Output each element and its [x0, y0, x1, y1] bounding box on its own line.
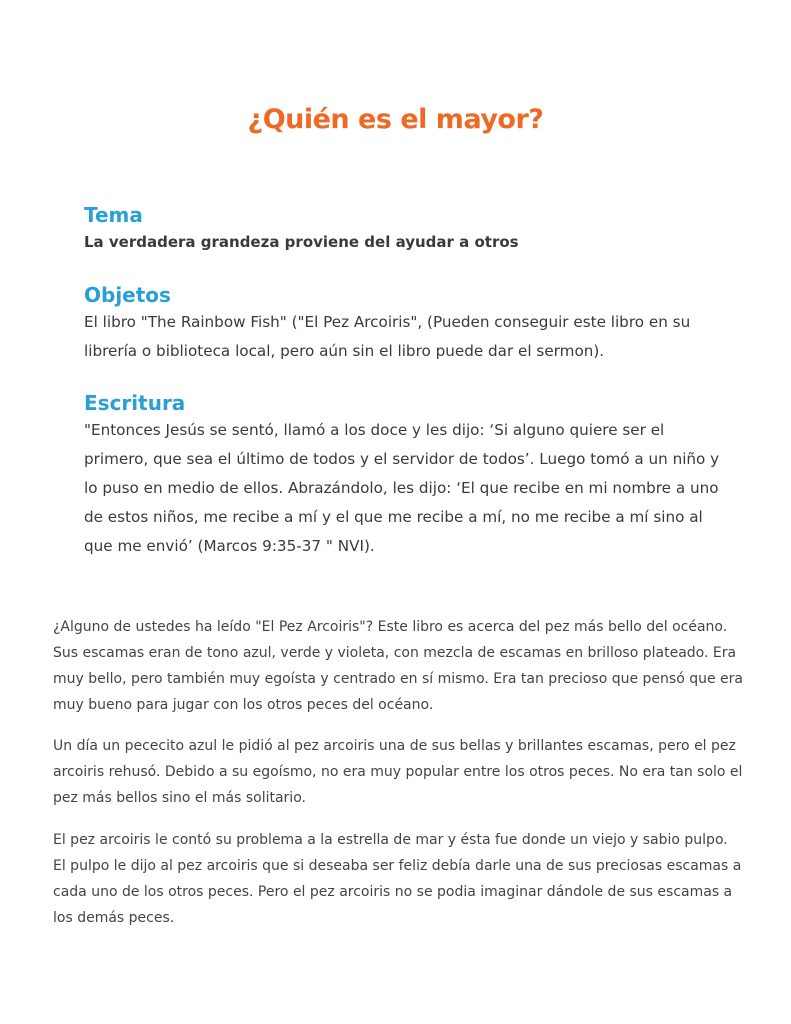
- section-body-tema: La verdadera grandeza proviene del ayudar a otros: [84, 233, 519, 251]
- body-paragraph-3: El pez arcoiris le contó su problema a la estrella de mar y ésta fue donde un viejo y sabio pulpo. El pulpo le dijo al pez arcoiris que si deseaba ser feliz debía darle una de sus preciosas escamas a cada uno de los otros peces. Pero el pez arcoiris no se podia imaginar dándole de sus escamas a los demás peces.: [53, 832, 742, 926]
- body-paragraph-2: Un día un pececito azul le pidió al pez arcoiris una de sus bellas y brillantes escamas, pero el pez arcoiris rehusó. Debido a su egoísmo, no era muy popular entre los otros peces. No era tan solo el pez más bellos sino el más solitario.: [53, 738, 743, 806]
- section-objetos: [84, 282, 724, 366]
- section-body-objetos: El libro "The Rainbow Fish" ("El Pez Arcoiris", (Pueden conseguir este libro en su librería o biblioteca local, pero aún sin el libro puede dar el sermon).: [84, 313, 691, 360]
- section-heading-escritura: Escritura: [84, 391, 186, 415]
- section-heading-objetos: Objetos: [84, 283, 171, 307]
- section-tema: [84, 202, 724, 257]
- body-paragraph-1: ¿Alguno de ustedes ha leído "El Pez Arcoiris"? Este libro es acerca del pez más bello del océano. Sus escamas eran de tono azul, verde y violeta, con mezcla de escamas en brilloso plateado. Era muy bello, pero también muy egoísta y centrado en sí mismo. Era tan precioso que pensó que era muy bueno para jugar con los otros peces del océano.: [53, 619, 743, 713]
- page-title: ¿Quién es el mayor?: [247, 104, 544, 135]
- section-body-escritura: "Entonces Jesús se sentó, llamó a los doce y les dijo: ‘Si alguno quiere ser el primero, que sea el último de todos y el servidor de todos’. Luego tomó a un niño y lo puso en medio de ellos. Abrazándolo, les dijo: ‘El que recibe en mi nombre a uno de estos niños, me recibe a mí y el que me recibe a mí, no me recibe a mí sino al que me envió’ (Marcos 9:35-37 " NVI).: [84, 421, 720, 555]
- section-escritura: [84, 390, 724, 561]
- section-heading-tema: Tema: [84, 203, 143, 227]
